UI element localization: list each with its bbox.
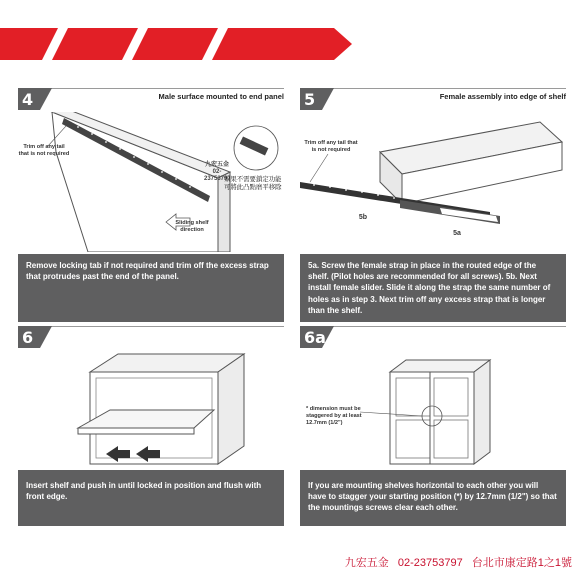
step-5a-label: 5a — [453, 230, 461, 237]
step-5-instructions: 5a. Screw the female strap in place in the routed edge of the shelf. (Pilot holes are recommended for all screws). 5b. Next install female slider. Slide it along the strap the same number of holes as in step 3. Next trim off any excess strap that is longer than the shelf. — [300, 254, 566, 322]
panel-divider — [300, 326, 566, 327]
step-number: 4 — [22, 90, 34, 109]
panel-divider — [18, 88, 284, 89]
brand-stamp: 九宏五金 02-23753797 — [204, 162, 231, 182]
step-5b-label: 5b — [358, 214, 368, 221]
shelf-edge-illustration — [300, 112, 566, 252]
step-4-panel — [18, 88, 284, 330]
sliding-direction-label: Sliding shelf direction — [175, 220, 209, 233]
step-number-tab — [300, 88, 334, 110]
panel-divider — [18, 326, 284, 327]
panel-title: Male surface mounted to end panel — [158, 92, 284, 101]
step-number-tab — [18, 88, 52, 110]
step-6-panel — [18, 326, 284, 568]
step-6a-panel — [300, 326, 566, 568]
footer-address: 台北市康定路1之1號 — [471, 557, 572, 569]
dimension-note: * dimension must be staggered by at least 12.7mm (1/2") — [306, 406, 362, 426]
step-4-instructions: Remove locking tab if not required and trim off the excess strap that protrudes past the end of the panel. — [18, 254, 284, 322]
red-arrow-banner — [0, 28, 352, 60]
footer-contact — [339, 554, 572, 570]
step-number-tab — [300, 326, 334, 348]
step-6-instructions: Insert shelf and push in until locked in position and flush with front edge. — [18, 470, 284, 526]
insert-shelf-illustration — [18, 350, 284, 466]
step-5-panel — [300, 88, 566, 330]
step-number-tab — [18, 326, 52, 348]
step-number: 6a — [304, 328, 326, 347]
trim-label: Trim off any tail that is not required — [18, 144, 70, 157]
lock-removal-note: 如果不需要鎖定功能 可將此凸點磨平移除 — [224, 176, 282, 191]
panel-title: Female assembly into edge of shelf — [439, 92, 566, 101]
footer-brand: 九宏五金 — [344, 557, 389, 569]
trim-label: Trim off any tail that is not required — [304, 140, 358, 153]
panel-divider — [300, 88, 566, 89]
step-6a-instructions: If you are mounting shelves horizontal to each other you will have to stagger your starting position (*) by 12.7mm (1/2") so that the mountings screws clear each other. — [300, 470, 566, 526]
footer-phone: 02-23753797 — [397, 557, 463, 569]
step-number: 5 — [304, 90, 316, 109]
step-number: 6 — [22, 328, 34, 347]
